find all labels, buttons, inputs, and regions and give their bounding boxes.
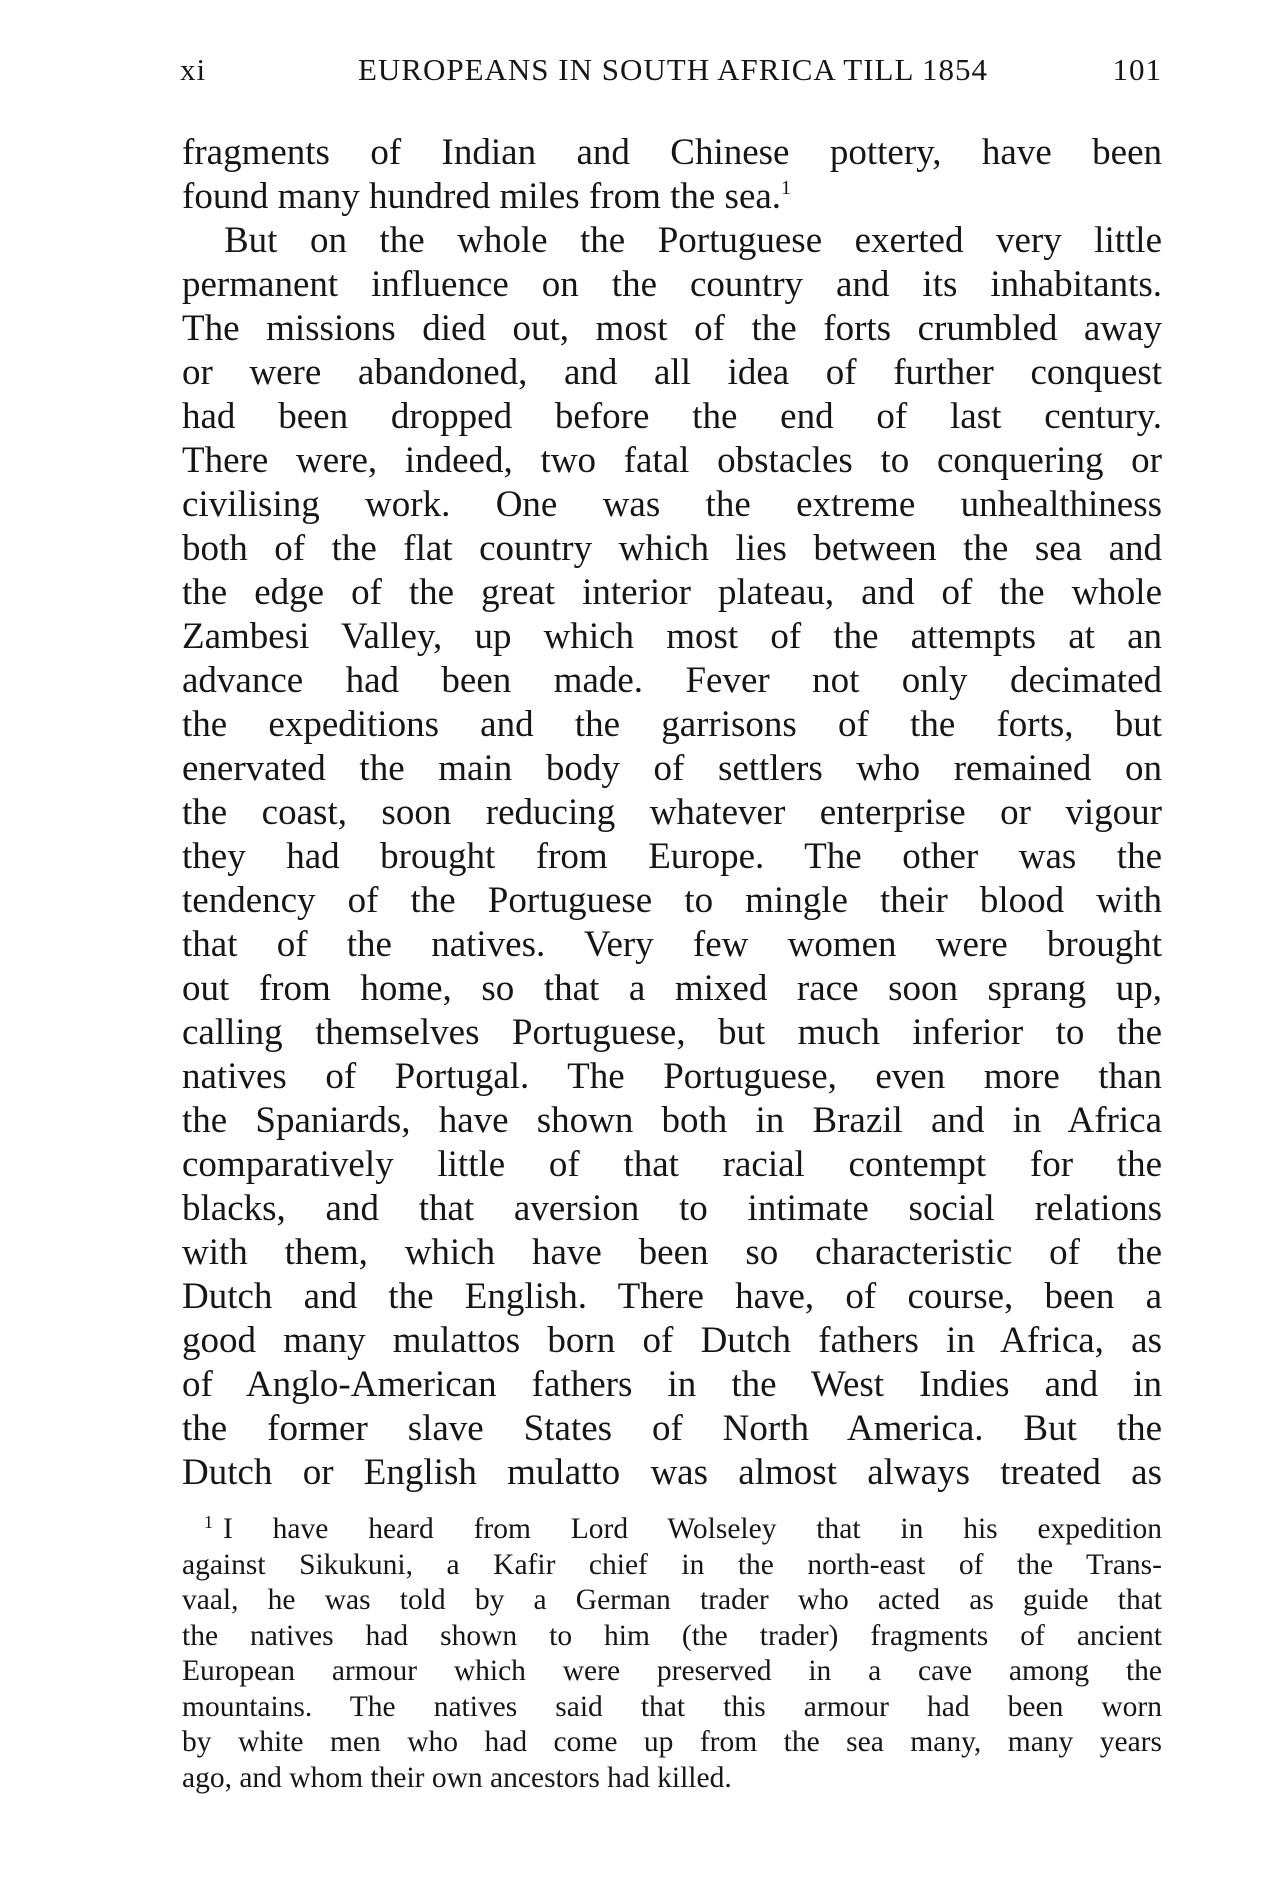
body-line: the coast, soon reducing whatever enterprise or vigour (182, 792, 1162, 833)
footnote-line: by white men who had come up from the sea many, many years (182, 1726, 1162, 1758)
page-number: 101 (1112, 52, 1162, 87)
body-line: they had brought from Europe. The other was the (182, 836, 1162, 877)
body-line: natives of Portugal. The Portuguese, even more than (182, 1056, 1162, 1097)
footnote-line: vaal, he was told by a German trader who acted as guide that (182, 1584, 1162, 1616)
body-line: of Anglo-American fathers in the West Indies and in (182, 1364, 1162, 1405)
body-line: the expeditions and the garrisons of the forts, but (182, 704, 1162, 745)
body-line: There were, indeed, two fatal obstacles to conquering or (182, 440, 1162, 481)
footnote-reference: 1 (781, 177, 792, 199)
body-line: that of the natives. Very few women were brought (182, 924, 1162, 965)
footnote-line: against Sikukuni, a Kafir chief in the north-east of the Trans- (182, 1548, 1162, 1581)
body-line: or were abandoned, and all idea of further conquest (182, 352, 1162, 393)
body-line: civilising work. One was the extreme unhealthiness (182, 484, 1162, 525)
body-line: fragments of Indian and Chinese pottery, have been (182, 132, 1162, 173)
running-head (180, 52, 1162, 96)
body-line: tendency of the Portuguese to mingle their blood with (182, 880, 1162, 921)
footnote-line: European armour which were preserved in a cave among the (182, 1655, 1162, 1687)
body-line: good many mulattos born of Dutch fathers in Africa, as (182, 1320, 1162, 1361)
body-line-text: found many hundred miles from the sea. (182, 176, 782, 217)
footnote-line: mountains. The natives said that this armour had been worn (182, 1690, 1162, 1723)
body-line: Zambesi Valley, up which most of the attempts at an (182, 616, 1162, 657)
footnote-line: the natives had shown to him (the trader) fragments of ancient (182, 1619, 1162, 1652)
body-line: Dutch and the English. There have, of course, been a (182, 1276, 1162, 1317)
body-line: But on the whole the Portuguese exerted very little (224, 220, 1162, 261)
running-title: EUROPEANS IN SOUTH AFRICA TILL 1854 (357, 52, 989, 87)
body-line: calling themselves Portuguese, but much inferior to the (182, 1012, 1162, 1053)
body-line: comparatively little of that racial contempt for the (182, 1144, 1162, 1185)
footnote-line-text: I have heard from Lord Wolseley that in his expedition (223, 1513, 1162, 1545)
body-line: Dutch or English mulatto was almost always treated as (182, 1452, 1162, 1493)
body-line: both of the flat country which lies between the sea and (182, 528, 1162, 569)
footnote-first-line (182, 1512, 1162, 1548)
chapter-number: xi (180, 52, 207, 87)
body-line: advance had been made. Fever not only decimated (182, 660, 1162, 701)
body-line: the Spaniards, have shown both in Brazil and in Africa (182, 1100, 1162, 1141)
body-line: out from home, so that a mixed race soon sprang up, (182, 968, 1162, 1009)
body-line: permanent influence on the country and its inhabitants. (182, 264, 1162, 305)
footnote (182, 1512, 1162, 1796)
body-line: enervated the main body of settlers who remained on (182, 748, 1162, 789)
footnote-marker: 1 (204, 1512, 213, 1532)
body-line-with-footnote-ref (182, 175, 1162, 219)
body-line: The missions died out, most of the forts crumbled away (182, 308, 1162, 349)
footnote-line: ago, and whom their own ancestors had killed. (182, 1761, 732, 1794)
body-line: with them, which have been so characteristic of the (182, 1232, 1162, 1273)
body-line: the edge of the great interior plateau, and of the whole (182, 572, 1162, 613)
body-line: blacks, and that aversion to intimate social relations (182, 1188, 1162, 1229)
body-line: had been dropped before the end of last century. (182, 396, 1162, 437)
body-text (182, 131, 1162, 1495)
body-line: the former slave States of North America. But the (182, 1408, 1162, 1449)
